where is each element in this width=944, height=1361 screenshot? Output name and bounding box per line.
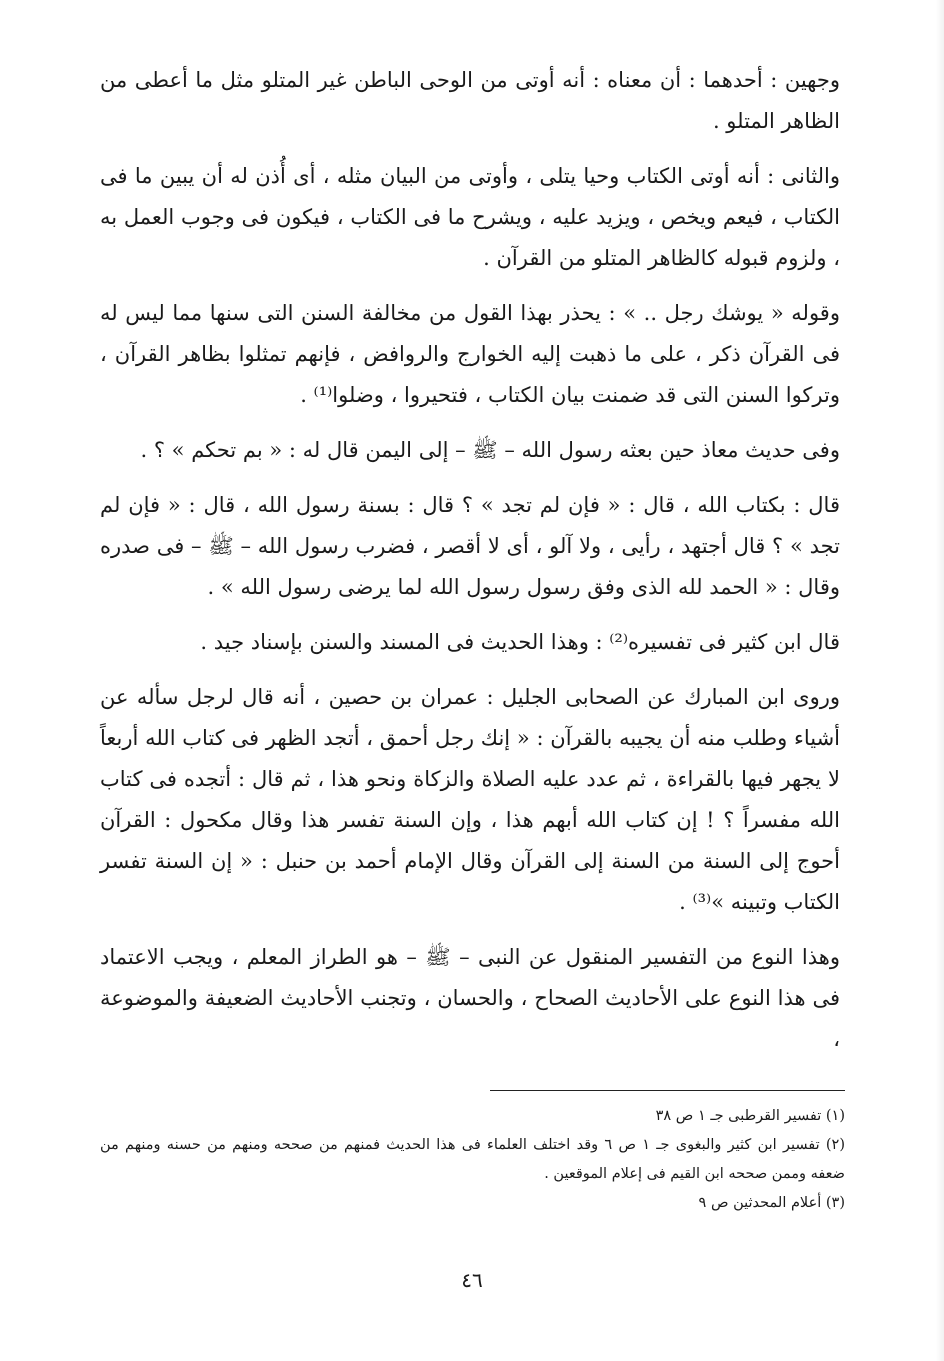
paragraph: وفى حديث معاذ حين بعثه رسول الله – ﷺ – إلى اليمن قال له : « بم تحكم » ؟ . (140, 438, 840, 462)
footnote: (١) تفسير القرطبى جـ ١ ص ٣٨ (655, 1108, 845, 1124)
footnote: (٣) أعلام المحدثين ص ٩ (698, 1195, 845, 1211)
scan-edge (936, 0, 944, 1361)
paragraph: قال ابن كثير فى تفسيره⁽²⁾ : وهذا الحديث فى المسند والسنن بإسناد جيد . (200, 630, 840, 654)
paragraph: والثانى : أنه أوتى الكتاب وحيا يتلى ، وأوتى من البيان مثله ، أى أُذن له أن يبين ما فى الكتاب ، فيعم ويخص ، ويزيد عليه ، ويشرح ما فى الكتاب ، فيكون فى وجوب العمل به ، ولزوم قبوله كالظاهر المتلو من القرآن . (100, 164, 840, 270)
footnote: (٢) تفسير ابن كثير والبغوى جـ ١ ص ٦ وقد اختلف العلماء فى هذا الحديث فمنهم من صححه ومنهم من حسنه ومنهم من ضعفه وممن صححه ابن القيم فى إعلام الموقعين . (100, 1137, 846, 1182)
footnote-divider (490, 1090, 845, 1091)
paragraph: وهذا النوع من التفسير المنقول عن النبى – ﷺ – هو الطراز المعلم ، ويجب الاعتماد فى هذا النوع على الأحاديث الصحاح ، والحسان ، وتجنب الأحاديث الضعيفة والموضوعة ، (100, 945, 840, 1051)
main-text (100, 60, 840, 1074)
paragraph: وجهين : أحدهما : أن معناه : أنه أوتى من الوحى الباطن غير المتلو مثل ما أعطى من الظاهر المتلو . (100, 68, 840, 133)
page-number: ٤٦ (461, 1268, 483, 1292)
paragraph: وروى ابن المبارك عن الصحابى الجليل : عمران بن حصين ، أنه قال لرجل سأله عن أشياء وطلب منه أن يجيبه بالقرآن : « إنك رجل أحمق ، أتجد الظهر فى كتاب الله أربعاً لا يجهر فيها بالقراءة ، ثم عدد عليه الصلاة والزكاة ونحو هذا ، ثم قال : أتجده فى كتاب الله مفسراً ؟ ! إن كتاب الله أبهم هذا ، وإن السنة تفسر هذا وقال مكحول : القرآن أحوج إلى السنة من السنة إلى القرآن وقال الإمام أحمد بن حنبل : « إن السنة تفسر الكتاب وتبينه »⁽³⁾ . (100, 685, 840, 914)
paragraph: قال : بكتاب الله ، قال : « فإن لم تجد » ؟ قال : بسنة رسول الله ، قال : « فإن لم تجد » ؟ قال أجتهد ، رأيى ، ولا آلو ، أى لا أقصر ، فضرب رسول الله – ﷺ – فى صدره وقال : « الحمد لله الذى وفق رسول رسول الله لما يرضى رسول الله » . (100, 493, 840, 599)
paragraph: وقوله « يوشك رجل .. » : يحذر بهذا القول من مخالفة السنن التى سنها مما ليس له فى القرآن ذكر ، على ما ذهبت إليه الخوارج والروافض ، فإنهم تمثلوا بظاهر القرآن ، وتركوا السنن التى قد ضمنت بيان الكتاب ، فتحيروا ، وضلوا⁽¹⁾ . (100, 301, 840, 407)
footnotes (100, 1102, 845, 1218)
